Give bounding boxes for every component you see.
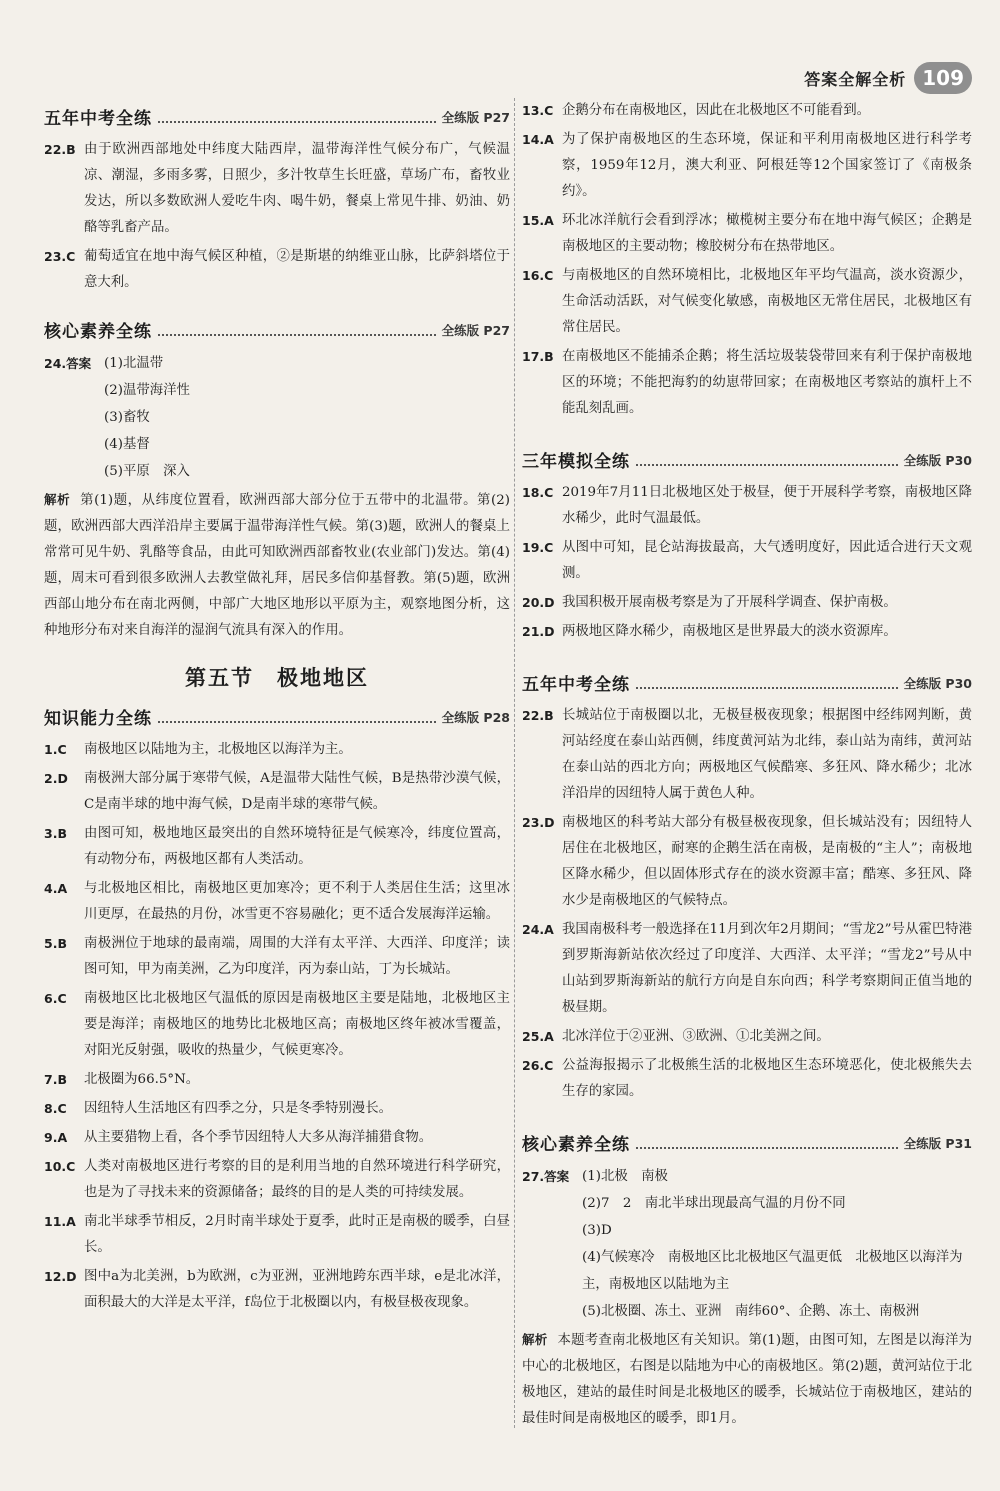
answer-item — [44, 737, 510, 763]
answer-line: (4)基督 — [104, 437, 150, 452]
item-text: 公益海报揭示了北极熊生活的北极地区生态环境恶化，使北极熊失去生存的家园。 — [562, 1058, 972, 1099]
item-text: 由图可知，极地地区最突出的自然环境特征是气候寒冷，纬度位置高，有动物分布，两极地区都有人类活动。 — [84, 826, 510, 867]
item-number: 20.D — [522, 595, 555, 610]
answer-item — [44, 137, 510, 241]
item-number: 8.C — [44, 1101, 67, 1116]
item-number: 18.C — [522, 485, 554, 500]
item-text: 我国南极科考一般选择在11月到次年2月期间；“雪龙2”号从霍巴特港到罗斯海新站依次经过了印度洋、大西洋、太平洋；“雪龙2”号从中山站到罗斯海新站的航行方向是自东向西；科学考察期间正值当地的极昼期。 — [562, 922, 972, 1015]
answer-line: (3)D — [582, 1223, 612, 1238]
answer-item — [522, 1024, 972, 1050]
item-number: 17.B — [522, 349, 554, 364]
answer-item — [44, 986, 510, 1064]
answer-item — [44, 244, 510, 296]
item-number: 16.C — [522, 268, 554, 283]
item-text: 从主要猎物上看，各个季节因纽特人大多从海洋捕猎食物。 — [84, 1130, 433, 1145]
item-text: 图中a为北美洲，b为欧洲，c为亚洲，亚洲地跨东西半球，e是北冰洋，面积最大的大洋是太平洋，f岛位于北极圈以内，有极昼极夜现象。 — [84, 1269, 510, 1310]
item-text: 南极地区比北极地区气温低的原因是南极地区主要是陆地，北极地区主要是海洋；南极地区的地势比北极地区高；南极地区终年被冰雪覆盖，对阳光反射强，吸收的热量少，气候更寒冷。 — [84, 991, 510, 1058]
section-header — [522, 670, 972, 695]
item-number: 22.B — [522, 708, 554, 723]
item-text: 环北冰洋航行会看到浮冰；橄榄树主要分布在地中海气候区；企鹅是南极地区的主要动物；橡胶树分布在热带地区。 — [562, 213, 972, 254]
analysis-label: 解析 — [44, 492, 71, 507]
item-text: 北极圈为66.5°N。 — [84, 1072, 200, 1087]
dotted-leader — [158, 711, 436, 723]
analysis-paragraph — [44, 487, 510, 644]
section-header — [44, 317, 510, 342]
section-ref: 全练版 P31 — [903, 1135, 972, 1151]
answer-line: (5)北极圈、冻土、亚洲 南纬60°、企鹅、冻土、南极洲 — [582, 1304, 920, 1319]
answer-item — [44, 1096, 510, 1122]
answer-item — [44, 821, 510, 873]
answer-item — [522, 810, 972, 914]
answer-item — [522, 98, 972, 124]
analysis-text: 第(1)题，从纬度位置看，欧洲西部大部分位于五带中的北温带。第(2)题，欧洲西部大西洋沿岸主要属于温带海洋性气候。第(3)题，欧洲人的餐桌上常常可见牛奶、乳酪等食品，由此可知欧洲西部畜牧业(农业部门)发达。第(4)题，周末可看到很多欧洲人去教堂做礼拜，居民多信仰基督教。第(5)题，欧洲西部山地分布在南北两侧，中部广大地区地形以平原为主，观察地图分析，这种地形分布对来自海洋的湿润气流具有深入的作用。 — [44, 493, 510, 638]
item-number: 23.C — [44, 249, 76, 264]
item-number: 19.C — [522, 540, 554, 555]
answer-item — [522, 1053, 972, 1105]
item-number: 12.D — [44, 1269, 77, 1284]
section-header — [522, 1130, 972, 1155]
analysis-paragraph — [522, 1327, 972, 1432]
column-divider — [514, 98, 515, 1428]
item-text: 企鹅分布在南极地区，因此在北极地区不可能看到。 — [562, 103, 870, 118]
answer-label: 27.答案 — [522, 1169, 570, 1184]
answer-line: (3)畜牧 — [104, 410, 150, 425]
answer-item — [522, 535, 972, 587]
item-text: 南北半球季节相反，2月时南半球处于夏季，此时正是南极的暖季，白昼长。 — [84, 1214, 510, 1255]
answer-line: (2)温带海洋性 — [104, 383, 190, 398]
chapter-title: 第五节 极地地区 — [185, 666, 369, 690]
item-number: 4.A — [44, 881, 68, 896]
answer-line: (4)气候寒冷 南极地区比北极地区气温更低 北极地区以海洋为主，南极地区以陆地为主 — [582, 1250, 963, 1292]
section-ref: 全练版 P30 — [903, 452, 972, 468]
analysis-label: 解析 — [522, 1332, 548, 1347]
item-text: 北冰洋位于②亚洲、③欧洲、①北美洲之间。 — [562, 1029, 830, 1044]
answer-item — [44, 1154, 510, 1206]
page-header — [804, 60, 972, 96]
answer-item — [522, 263, 972, 341]
answer-item — [44, 1264, 510, 1316]
right-column — [522, 98, 972, 1432]
item-text: 2019年7月11日北极地区处于极昼，便于开展科学考察，南极地区降水稀少，此时气温最低。 — [562, 485, 972, 526]
item-number: 2.D — [44, 771, 68, 786]
header-title: 答案全解全析 — [804, 69, 907, 89]
item-text: 葡萄适宜在地中海气候区种植，②是斯堪的纳维亚山脉，比萨斜塔位于意大利。 — [84, 249, 510, 290]
item-number: 7.B — [44, 1072, 67, 1087]
answer-line: (1)北温带 — [104, 356, 164, 371]
answer-item — [522, 917, 972, 1021]
item-number: 14.A — [522, 132, 554, 147]
item-text: 我国积极开展南极考察是为了开展科学调查、保护南极。 — [562, 595, 897, 610]
section-title: 知识能力全练 — [44, 709, 152, 729]
section-header — [522, 447, 972, 472]
answer-list — [522, 480, 972, 645]
answer-item — [44, 876, 510, 928]
item-number: 11.A — [44, 1214, 76, 1229]
dotted-leader — [636, 677, 898, 689]
item-text: 南极洲大部分属于寒带气候，A是温带大陆性气候，B是热带沙漠气候，C是南半球的地中海气候，D是南半球的寒带气候。 — [84, 771, 510, 812]
answer-list — [522, 703, 972, 1105]
item-text: 由于欧洲西部地处中纬度大陆西岸，温带海洋性气候分布广，气候温凉、潮湿，多雨多雾，日照少，多汁牧草生长旺盛，草场广布，畜牧业发达，所以多数欧洲人爱吃牛肉、喝牛奶，餐桌上常见牛排、奶油、奶酪等乳畜产品。 — [84, 142, 510, 235]
section-header — [44, 104, 510, 129]
item-number: 26.C — [522, 1058, 554, 1073]
item-number: 3.B — [44, 826, 67, 841]
answer-item — [522, 344, 972, 422]
section-title: 五年中考全练 — [44, 109, 152, 129]
section-header — [44, 704, 510, 729]
item-number: 10.C — [44, 1159, 76, 1174]
answer-item — [44, 1209, 510, 1261]
item-number: 25.A — [522, 1029, 554, 1044]
item-number: 6.C — [44, 991, 67, 1006]
item-number: 22.B — [44, 142, 76, 157]
section-ref: 全练版 P30 — [903, 675, 972, 691]
item-number: 9.A — [44, 1130, 68, 1145]
answer-list — [44, 737, 510, 1316]
item-text: 南极地区以陆地为主，北极地区以海洋为主。 — [84, 742, 352, 757]
section-ref: 全练版 P27 — [441, 109, 510, 125]
answer-item — [44, 931, 510, 983]
item-number: 24.A — [522, 922, 554, 937]
answer-block — [522, 1163, 972, 1190]
section-ref: 全练版 P28 — [441, 709, 510, 725]
answer-item — [44, 766, 510, 818]
left-column — [44, 98, 510, 1319]
section-title: 三年模拟全练 — [522, 452, 630, 472]
answer-item — [522, 703, 972, 807]
page-number: 109 — [914, 62, 972, 94]
answer-item — [44, 1125, 510, 1151]
dotted-leader — [158, 324, 436, 336]
item-number: 13.C — [522, 103, 554, 118]
answer-label: 24.答案 — [44, 356, 92, 371]
item-text: 南极地区的科考站大部分有极昼极夜现象，但长城站没有；因纽特人居住在北极地区，耐寒的企鹅生活在南极，是南极的“主人”；南极地区降水稀少，但以固体形式存在的淡水资源丰富；酷寒、多狂风、降水少是南极地区的气候特点。 — [562, 815, 972, 908]
item-text: 南极洲位于地球的最南端，周围的大洋有太平洋、大西洋、印度洋；读图可知，甲为南美洲，乙为印度洋，丙为泰山站，丁为长城站。 — [84, 936, 510, 977]
item-text: 为了保护南极地区的生态环境，保证和平利用南极地区进行科学考察，1959年12月，澳大利亚、阿根廷等12个国家签订了《南极条约》。 — [562, 132, 972, 199]
answer-item — [522, 590, 972, 616]
item-text: 两极地区降水稀少，南极地区是世界最大的淡水资源库。 — [562, 624, 897, 639]
dotted-leader — [636, 1137, 898, 1149]
answer-list — [522, 98, 972, 422]
item-text: 长城站位于南极圈以北，无极昼极夜现象；根据图中经纬网判断，黄河站经度在泰山站西侧，纬度黄河站为北纬，泰山站为南纬，黄河站在泰山站的西北方向；两极地区气候酷寒、多狂风、降水稀少；北冰洋沿岸的因纽特人属于黄色人种。 — [562, 708, 972, 801]
answer-item — [522, 127, 972, 205]
dotted-leader — [636, 454, 898, 466]
analysis-text: 本题考查南北极地区有关知识。第(1)题，由图可知，左图是以海洋为中心的北极地区，右图是以陆地为中心的南极地区。第(2)题，黄河站位于北极地区，建站的最佳时间是北极地区的暖季，长城站位于南极地区，建站的最佳时间是南极地区的暖季，即1月。 — [522, 1333, 972, 1426]
answer-line: (1)北极 南极 — [582, 1169, 668, 1184]
item-number: 5.B — [44, 936, 67, 951]
item-text: 从图中可知，昆仑站海拔最高，大气透明度好，因此适合进行天文观测。 — [562, 540, 972, 581]
section-title: 五年中考全练 — [522, 675, 630, 695]
section-title: 核心素养全练 — [522, 1135, 630, 1155]
dotted-leader — [158, 111, 436, 123]
section-title: 核心素养全练 — [44, 322, 152, 342]
answer-list — [44, 137, 510, 296]
answer-item — [522, 208, 972, 260]
item-text: 与南极地区的自然环境相比，北极地区年平均气温高，淡水资源少，生命活动活跃，对气候变化敏感，南极地区无常住居民，北极地区有常住居民。 — [562, 268, 972, 335]
answer-line: (5)平原 深入 — [104, 464, 190, 479]
answer-item — [522, 619, 972, 645]
item-number: 23.D — [522, 815, 555, 830]
answer-line: (2)7 2 南北半球出现最高气温的月份不同 — [582, 1196, 846, 1211]
item-number: 21.D — [522, 624, 555, 639]
answer-block — [44, 350, 510, 377]
item-text: 在南极地区不能捕杀企鹅；将生活垃圾装袋带回来有利于保护南极地区的环境；不能把海豹的幼崽带回家；在南极地区考察站的旗杆上不能乱刻乱画。 — [562, 349, 972, 416]
item-text: 人类对南极地区进行考察的目的是利用当地的自然环境进行科学研究，也是为了寻找未来的资源储备；最终的目的是人类的可持续发展。 — [84, 1159, 510, 1200]
item-number: 15.A — [522, 213, 554, 228]
answer-item — [522, 480, 972, 532]
answer-item — [44, 1067, 510, 1093]
item-text: 与北极地区相比，南极地区更加寒冷；更不利于人类居住生活；这里冰川更厚，在最热的月份，冰雪更不容易融化；更不适合发展海洋运输。 — [84, 881, 510, 922]
section-ref: 全练版 P27 — [441, 322, 510, 338]
item-text: 因纽特人生活地区有四季之分，只是冬季特别漫长。 — [84, 1101, 392, 1116]
item-number: 1.C — [44, 742, 67, 757]
